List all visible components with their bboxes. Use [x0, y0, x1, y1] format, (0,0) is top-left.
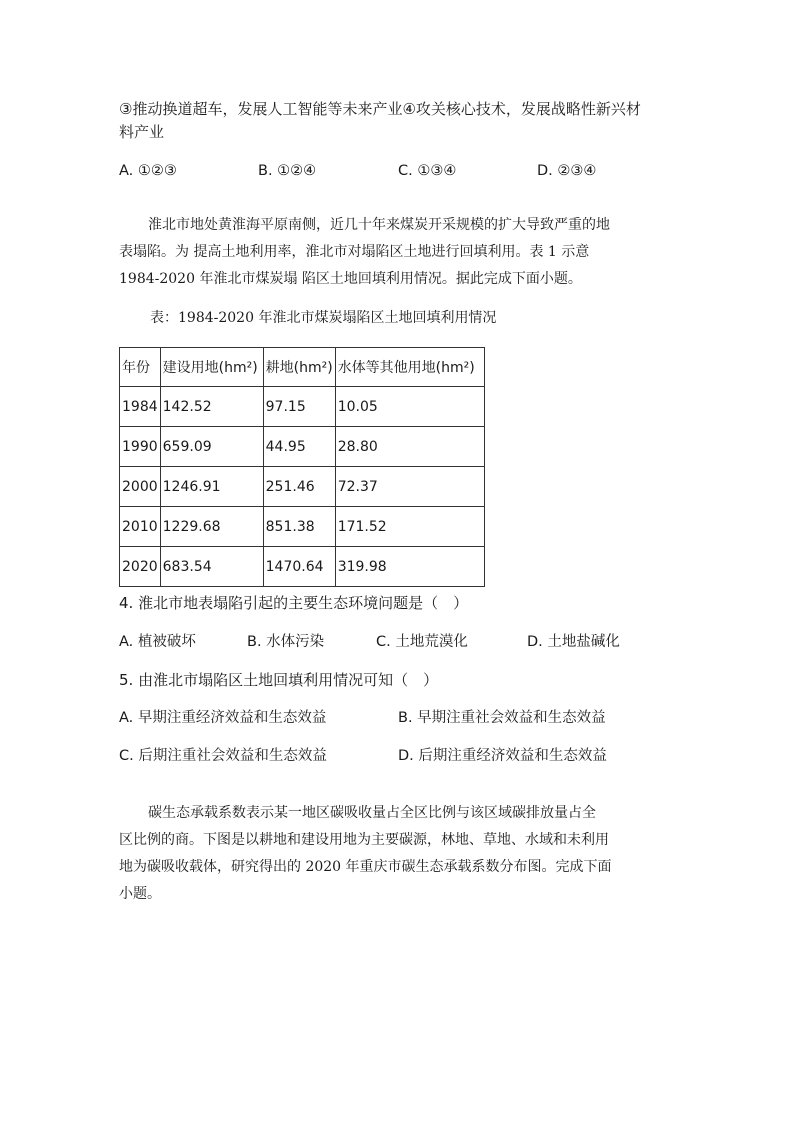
option-d: D. ②③④ [537, 163, 597, 179]
question-5-stem: 5. 由淮北市塌陷区土地回填利用情况可知（ ） [119, 671, 439, 689]
table-caption: 表：1984-2020 年淮北市煤炭塌陷区土地回填利用情况 [150, 310, 497, 326]
cell-year: 1990 [120, 427, 161, 467]
cell-farmland: 251.46 [263, 467, 335, 507]
q4-option-d: D. 土地盐碱化 [527, 634, 620, 650]
cell-farmland: 97.15 [263, 387, 335, 427]
cell-water-other: 28.80 [335, 427, 484, 467]
question-4-stem: 4. 淮北市地表塌陷引起的主要生态环境问题是（ ） [119, 594, 469, 612]
cell-farmland: 851.38 [263, 507, 335, 547]
table-row [120, 507, 485, 547]
passage1-line-2: 表塌陷。为 提高土地利用率，淮北市对塌陷区土地进行回填利用。表 1 示意 [119, 244, 590, 260]
table-row [120, 467, 485, 507]
passage2-line-4: 小题。 [119, 886, 161, 902]
cell-water-other: 319.98 [335, 547, 484, 587]
header-water-other: 水体等其他用地(hm²) [335, 348, 484, 387]
passage2-line-2: 区比例的商。下图是以耕地和建设用地为主要碳源，林地、草地、水域和未利用 [119, 832, 609, 848]
cell-construction: 659.09 [160, 427, 263, 467]
cell-year: 1984 [120, 387, 161, 427]
option-b: B. ①②④ [258, 163, 317, 179]
header-year: 年份 [120, 348, 161, 387]
header-farmland: 耕地(hm²) [263, 348, 335, 387]
q5-option-a: A. 早期注重经济效益和生态效益 [119, 710, 327, 726]
cell-farmland: 1470.64 [263, 547, 335, 587]
q4-option-b: B. 水体污染 [247, 634, 325, 650]
table-row [120, 427, 485, 467]
table-row [120, 547, 485, 587]
passage1-line-1: 淮北市地处黄淮海平原南侧，近几十年来煤炭开采规模的扩大导致严重的地 [148, 217, 610, 233]
table-row [120, 387, 485, 427]
cell-year: 2000 [120, 467, 161, 507]
cell-water-other: 72.37 [335, 467, 484, 507]
question-text-line-2: 料产业 [119, 123, 165, 141]
cell-water-other: 171.52 [335, 507, 484, 547]
q5-option-c: C. 后期注重社会效益和生态效益 [119, 748, 327, 764]
question-text-line-1: ③推动换道超车，发展人工智能等未来产业④攻关核心技术，发展战略性新兴材 [119, 100, 641, 118]
cell-water-other: 10.05 [335, 387, 484, 427]
cell-construction: 1246.91 [160, 467, 263, 507]
option-a: A. ①②③ [119, 163, 177, 179]
cell-year: 2020 [120, 547, 161, 587]
passage1-line-3: 1984-2020 年淮北市煤炭塌 陷区土地回填利用情况。据此完成下面小题。 [119, 271, 582, 287]
passage2-line-1: 碳生态承载系数表示某一地区碳吸收量占全区比例与该区域碳排放量占全 [148, 805, 596, 821]
cell-construction: 683.54 [160, 547, 263, 587]
q5-option-d: D. 后期注重经济效益和生态效益 [398, 748, 607, 764]
header-construction: 建设用地(hm²) [160, 348, 263, 387]
cell-construction: 142.52 [160, 387, 263, 427]
option-c: C. ①③④ [398, 163, 457, 179]
cell-farmland: 44.95 [263, 427, 335, 467]
q5-option-b: B. 早期注重社会效益和生态效益 [398, 710, 606, 726]
table-header-row [120, 348, 485, 387]
cell-year: 2010 [120, 507, 161, 547]
cell-construction: 1229.68 [160, 507, 263, 547]
q4-option-c: C. 土地荒漠化 [376, 634, 468, 650]
land-use-table [119, 347, 485, 587]
q4-option-a: A. 植被破坏 [119, 634, 196, 650]
passage2-line-3: 地为碳吸收载体，研究得出的 2020 年重庆市碳生态承载系数分布图。完成下面 [119, 859, 612, 875]
